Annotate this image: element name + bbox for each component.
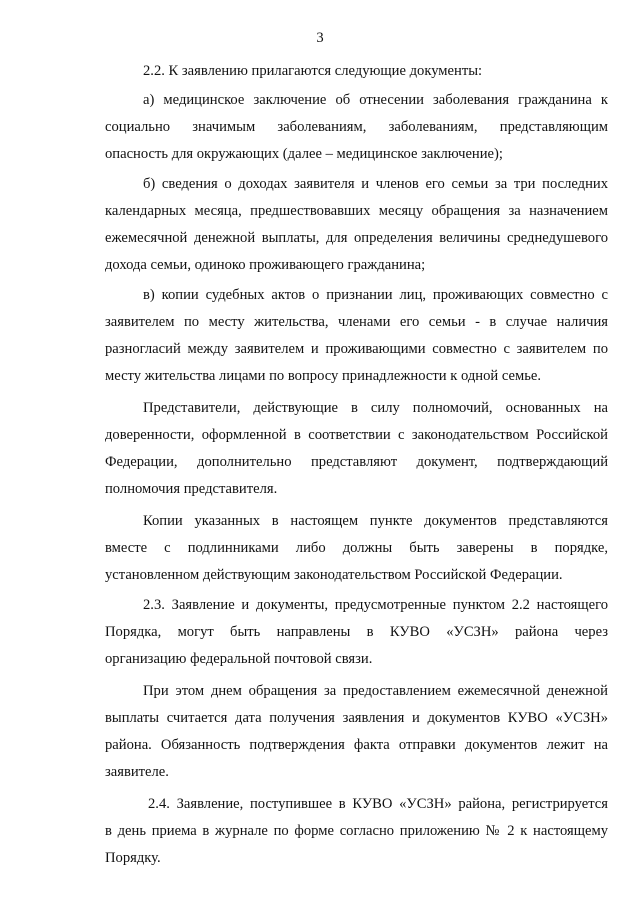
paragraph-line: полномочия представителя. bbox=[105, 481, 278, 497]
paragraph-line: Порядка, могут быть направлены в КУВО «УСЗН» района через bbox=[105, 624, 608, 640]
paragraph-line: а) медицинское заключение об отнесении заболевания гражданина к bbox=[143, 92, 608, 108]
paragraph-line: 2.3. Заявление и документы, предусмотренные пунктом 2.2 настоящего bbox=[143, 597, 608, 613]
paragraph-application-date bbox=[105, 678, 608, 786]
page-number: 3 bbox=[316, 30, 324, 46]
paragraph-line: Федерации, дополнительно представляют документ, подтверждающий bbox=[105, 454, 608, 470]
paragraph-line: вместе с подлинниками либо должны быть заверены в порядке, bbox=[105, 540, 608, 556]
paragraph-line: 2.2. К заявлению прилагаются следующие документы: bbox=[143, 63, 483, 79]
paragraph-line: организацию федеральной почтовой связи. bbox=[105, 651, 373, 667]
paragraph-line: календарных месяца, предшествовавших месяцу обращения за назначением bbox=[105, 203, 608, 219]
paragraph-line: доверенности, оформленной в соответствии с законодательством Российской bbox=[105, 427, 608, 443]
paragraph-line: в день приема в журнале по форме согласно приложению № 2 к настоящему bbox=[105, 823, 608, 839]
paragraph-line: в) копии судебных актов о признании лиц, проживающих совместно с bbox=[143, 287, 608, 303]
paragraph-line: разногласий между заявителем и проживающими совместно с заявителем по bbox=[105, 341, 608, 357]
paragraph-2-3 bbox=[105, 592, 608, 673]
paragraph-line: социально значимым заболеваниям, заболеваниям, представляющим bbox=[105, 119, 608, 135]
paragraph-line: месту жительства лицами по вопросу принадлежности к одной семье. bbox=[105, 368, 541, 384]
paragraph-2-2-intro bbox=[105, 58, 608, 85]
paragraph-line: Копии указанных в настоящем пункте документов представляются bbox=[143, 513, 608, 529]
paragraph-line: заявителе. bbox=[105, 764, 169, 780]
paragraph-line: ежемесячной денежной выплаты, для определения величины среднедушевого bbox=[105, 230, 608, 246]
paragraph-line: опасность для окружающих (далее – медицинское заключение); bbox=[105, 146, 503, 162]
paragraph-line: б) сведения о доходах заявителя и членов его семьи за три последних bbox=[143, 176, 608, 192]
paragraph-2-4 bbox=[105, 791, 608, 872]
paragraph-copies bbox=[105, 508, 608, 589]
paragraph-line: дохода семьи, одиноко проживающего гражданина; bbox=[105, 257, 426, 273]
paragraph-item-a bbox=[105, 87, 608, 168]
paragraph-line: заявителем по месту жительства, членами его семьи - в случае наличия bbox=[105, 314, 608, 330]
document-body bbox=[105, 58, 608, 872]
paragraph-line: выплаты считается дата получения заявления и документов КУВО «УСЗН» bbox=[105, 710, 608, 726]
paragraph-line: района. Обязанность подтверждения факта отправки документов лежит на bbox=[105, 737, 608, 753]
paragraph-line: 2.4. Заявление, поступившее в КУВО «УСЗН» района, регистрируется bbox=[148, 796, 608, 812]
paragraph-line: установленном действующим законодательством Российской Федерации. bbox=[105, 567, 563, 583]
paragraph-representatives bbox=[105, 395, 608, 503]
paragraph-line: При этом днем обращения за предоставлением ежемесячной денежной bbox=[143, 683, 608, 699]
paragraph-item-b bbox=[105, 171, 608, 279]
paragraph-item-v bbox=[105, 282, 608, 390]
paragraph-line: Порядку. bbox=[105, 850, 161, 866]
paragraph-line: Представители, действующие в силу полномочий, основанных на bbox=[143, 400, 608, 416]
